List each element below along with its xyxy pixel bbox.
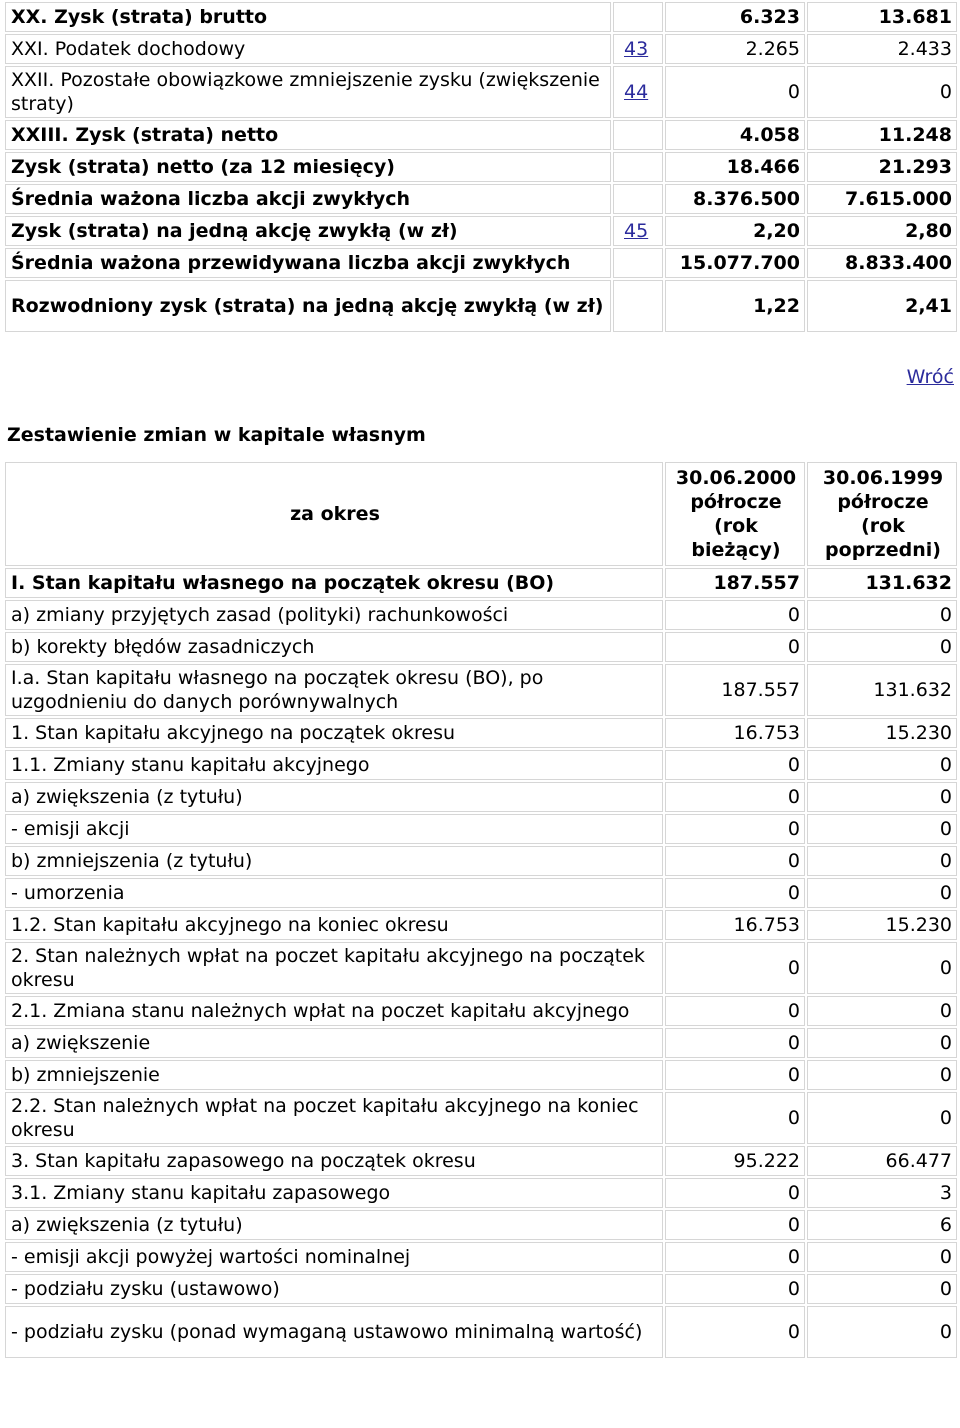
table-row [5,942,957,994]
value-current: 0 [665,996,805,1026]
value-current: 0 [665,1210,805,1240]
table-row [5,910,957,940]
value-previous: 0 [807,942,957,994]
value-current: 0 [665,782,805,812]
section-title: Zestawienie zmian w kapitale własnym [7,424,426,446]
value-current: 187.557 [665,568,805,598]
value-previous: 0 [807,600,957,630]
table-row [5,568,957,598]
table-row [5,1178,957,1208]
row-label: a) zmiany przyjętych zasad (polityki) rachunkowości [5,600,663,630]
note-link[interactable]: 44 [624,81,649,103]
row-label: 1.2. Stan kapitału akcyjnego na koniec okresu [5,910,663,940]
row-label: - umorzenia [5,878,663,908]
row-label: 2.1. Zmiana stanu należnych wpłat na poczet kapitału akcyjnego [5,996,663,1026]
value-previous: 15.230 [807,910,957,940]
value-previous: 6 [807,1210,957,1240]
value-current: 15.077.700 [665,248,805,278]
table-row [5,878,957,908]
table-row [5,216,957,246]
value-previous: 8.833.400 [807,248,957,278]
row-label: - podziału zysku (ponad wymaganą ustawowo minimalną wartość) [5,1306,663,1358]
table-row [5,1092,957,1144]
row-label: Zysk (strata) netto (za 12 miesięcy) [5,152,611,182]
value-current: 0 [665,846,805,876]
note-link[interactable]: 43 [624,38,649,60]
value-current: 0 [665,1242,805,1272]
value-previous: 3 [807,1178,957,1208]
row-label: XXI. Podatek dochodowy [5,34,611,64]
value-current: 2.265 [665,34,805,64]
value-current: 0 [665,878,805,908]
value-previous: 21.293 [807,152,957,182]
value-current: 0 [665,1178,805,1208]
value-previous: 0 [807,1242,957,1272]
value-previous: 0 [807,1306,957,1358]
value-current: 95.222 [665,1146,805,1176]
income-statement-table [3,0,959,334]
value-previous: 0 [807,996,957,1026]
value-previous: 0 [807,814,957,844]
table-row [5,1274,957,1304]
value-previous: 131.632 [807,568,957,598]
row-label: 1.1. Zmiany stanu kapitału akcyjnego [5,750,663,780]
value-previous: 2,80 [807,216,957,246]
value-current: 6.323 [665,2,805,32]
current-period-header: 30.06.2000 półrocze (rok bieżący) [665,462,805,566]
value-previous: 0 [807,1028,957,1058]
table-row [5,120,957,150]
table-row [5,664,957,716]
table-row [5,66,957,118]
value-current: 0 [665,66,805,118]
value-previous: 0 [807,878,957,908]
table-row [5,996,957,1026]
table-row [5,814,957,844]
row-label: XXII. Pozostałe obowiązkowe zmniejszenie zysku (zwiększenie straty) [5,66,611,118]
table-row [5,1242,957,1272]
row-label: XX. Zysk (strata) brutto [5,2,611,32]
value-current: 16.753 [665,718,805,748]
row-label: 2.2. Stan należnych wpłat na poczet kapitału akcyjnego na koniec okresu [5,1092,663,1144]
table-row [5,1306,957,1358]
period-header: za okres [5,462,663,566]
table-row [5,718,957,748]
value-previous: 66.477 [807,1146,957,1176]
table-row [5,280,957,332]
value-current: 16.753 [665,910,805,940]
table-row [5,184,957,214]
value-current: 0 [665,632,805,662]
row-label: b) zmniejszenie [5,1060,663,1090]
equity-changes-table [3,460,959,1360]
row-label: 2. Stan należnych wpłat na poczet kapitału akcyjnego na początek okresu [5,942,663,994]
table-row [5,632,957,662]
row-label: Średnia ważona przewidywana liczba akcji zwykłych [5,248,611,278]
table-row [5,34,957,64]
value-previous: 0 [807,632,957,662]
value-previous: 0 [807,1274,957,1304]
table-row [5,1060,957,1090]
table-row [5,2,957,32]
table-row [5,750,957,780]
row-label: a) zwiększenie [5,1028,663,1058]
value-current: 0 [665,1060,805,1090]
row-label: 1. Stan kapitału akcyjnego na początek okresu [5,718,663,748]
value-current: 0 [665,600,805,630]
value-previous: 0 [807,846,957,876]
table-row [5,600,957,630]
value-current: 0 [665,1028,805,1058]
row-label: - emisji akcji powyżej wartości nominalnej [5,1242,663,1272]
row-label: I.a. Stan kapitału własnego na początek okresu (BO), po uzgodnieniu do danych porównywalnych [5,664,663,716]
value-previous: 7.615.000 [807,184,957,214]
value-current: 0 [665,942,805,994]
note-link[interactable]: 45 [624,220,649,242]
row-label: I. Stan kapitału własnego na początek okresu (BO) [5,568,663,598]
value-current: 0 [665,814,805,844]
value-current: 18.466 [665,152,805,182]
table-row [5,1210,957,1240]
value-current: 2,20 [665,216,805,246]
value-previous: 0 [807,1092,957,1144]
value-current: 0 [665,750,805,780]
previous-period-header: 30.06.1999 półrocze (rok poprzedni) [807,462,957,566]
table-row [5,1146,957,1176]
value-previous: 2.433 [807,34,957,64]
value-previous: 15.230 [807,718,957,748]
row-label: a) zwiększenia (z tytułu) [5,1210,663,1240]
row-label: - podziału zysku (ustawowo) [5,1274,663,1304]
value-previous: 0 [807,66,957,118]
value-current: 0 [665,1274,805,1304]
value-previous: 0 [807,750,957,780]
table-row [5,1028,957,1058]
table-row [5,846,957,876]
row-label: - emisji akcji [5,814,663,844]
value-current: 187.557 [665,664,805,716]
row-label: b) zmniejszenia (z tytułu) [5,846,663,876]
header-row [5,462,957,566]
value-previous: 131.632 [807,664,957,716]
row-label: Rozwodniony zysk (strata) na jedną akcję zwykłą (w zł) [5,280,611,332]
table-row [5,248,957,278]
value-current: 8.376.500 [665,184,805,214]
value-previous: 13.681 [807,2,957,32]
value-current: 0 [665,1092,805,1144]
row-label: 3.1. Zmiany stanu kapitału zapasowego [5,1178,663,1208]
value-previous: 11.248 [807,120,957,150]
row-label: a) zwiększenia (z tytułu) [5,782,663,812]
table-row [5,782,957,812]
row-label: Średnia ważona liczba akcji zwykłych [5,184,611,214]
equity-rows [5,568,957,1358]
row-label: b) korekty błędów zasadniczych [5,632,663,662]
row-label: Zysk (strata) na jedną akcję zwykłą (w zł) [5,216,611,246]
value-current: 4.058 [665,120,805,150]
table-row [5,152,957,182]
value-previous: 0 [807,1060,957,1090]
row-label: 3. Stan kapitału zapasowego na początek okresu [5,1146,663,1176]
value-previous: 0 [807,782,957,812]
back-link[interactable]: Wróć [906,366,954,388]
value-current: 1,22 [665,280,805,332]
value-current: 0 [665,1306,805,1358]
value-previous: 2,41 [807,280,957,332]
row-label: XXIII. Zysk (strata) netto [5,120,611,150]
